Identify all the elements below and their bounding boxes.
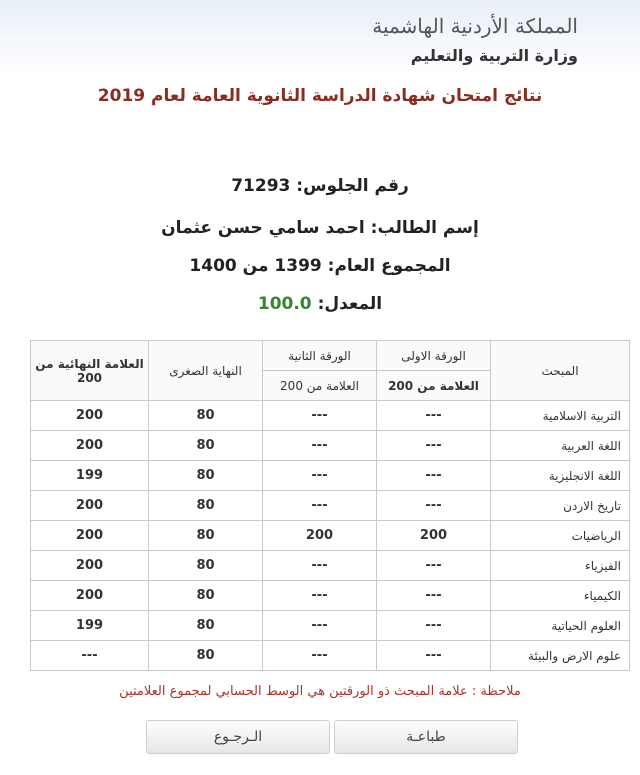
ministry-title: وزارة التربية والتعليم (410, 46, 578, 65)
subject-cell: اللغة العربية (491, 431, 630, 461)
subject-cell: العلوم الحياتية (491, 611, 630, 641)
final-cell: 200 (31, 401, 149, 431)
min-cell: 80 (149, 491, 263, 521)
print-button[interactable]: طباعـة (334, 720, 518, 754)
header-min: النهاية الصغرى (149, 341, 263, 401)
table-row (31, 401, 630, 431)
table-row (31, 521, 630, 551)
paper2-cell: --- (263, 431, 377, 461)
final-cell: 200 (31, 521, 149, 551)
header-paper1-mark: العلامة من 200 (377, 371, 491, 401)
min-cell: 80 (149, 551, 263, 581)
final-cell: --- (31, 641, 149, 671)
table-row (31, 431, 630, 461)
total-value: 1399 من 1400 (189, 256, 322, 276)
paper2-cell: --- (263, 611, 377, 641)
final-cell: 199 (31, 461, 149, 491)
min-cell: 80 (149, 581, 263, 611)
paper1-cell: --- (377, 491, 491, 521)
paper1-cell: --- (377, 611, 491, 641)
paper1-cell: --- (377, 551, 491, 581)
subject-cell: التربية الاسلامية (491, 401, 630, 431)
min-cell: 80 (149, 461, 263, 491)
paper2-cell: --- (263, 551, 377, 581)
table-row (31, 551, 630, 581)
kingdom-title: المملكة الأردنية الهاشمية (372, 14, 578, 38)
total-line (0, 256, 640, 276)
final-cell: 200 (31, 551, 149, 581)
min-cell: 80 (149, 431, 263, 461)
gpa-line (0, 294, 640, 314)
header-paper2: الورقة الثانية (263, 341, 377, 371)
table-row (31, 641, 630, 671)
gpa-label: المعدل: (317, 294, 383, 314)
table-row (31, 581, 630, 611)
grades-table (30, 340, 630, 671)
paper1-cell: 200 (377, 521, 491, 551)
paper1-cell: --- (377, 581, 491, 611)
min-cell: 80 (149, 641, 263, 671)
table-row (31, 491, 630, 521)
min-cell: 80 (149, 521, 263, 551)
paper2-cell: --- (263, 461, 377, 491)
paper1-cell: --- (377, 431, 491, 461)
paper2-cell: --- (263, 401, 377, 431)
page-title: نتائج امتحان شهادة الدراسة الثانوية العامة لعام 2019 (97, 86, 543, 106)
final-cell: 200 (31, 491, 149, 521)
final-cell: 200 (31, 581, 149, 611)
paper2-cell: --- (263, 581, 377, 611)
header-paper2-mark: العلامة من 200 (263, 371, 377, 401)
header-paper1: الورقة الاولى (377, 341, 491, 371)
subject-cell: الرياضيات (491, 521, 630, 551)
seat-number-line (0, 176, 640, 196)
header-subject: المبحث (491, 341, 630, 401)
final-cell: 200 (31, 431, 149, 461)
paper2-cell: --- (263, 641, 377, 671)
header-final: العلامة النهائية من 200 (31, 341, 149, 401)
subject-cell: الفيزياء (491, 551, 630, 581)
paper2-cell: --- (263, 491, 377, 521)
back-button[interactable]: الـرجـوع (146, 720, 330, 754)
student-name-value: احمد سامي حسن عثمان (161, 218, 365, 238)
gpa-value: 100.0 (257, 294, 312, 314)
subject-cell: الكيمياء (491, 581, 630, 611)
header-band (0, 0, 640, 78)
paper2-cell: 200 (263, 521, 377, 551)
final-cell: 199 (31, 611, 149, 641)
subject-cell: علوم الارض والبيئة (491, 641, 630, 671)
min-cell: 80 (149, 611, 263, 641)
seat-number-label: رقم الجلوس: (296, 176, 409, 196)
student-name-label: إسم الطالب: (370, 218, 479, 238)
seat-number-value: 71293 (231, 176, 291, 196)
min-cell: 80 (149, 401, 263, 431)
student-name-line (0, 218, 640, 238)
note-text: ملاحظة : علامة المبحث ذو الورقتين هي الوسط الحسابي لمجموع العلامتين (119, 684, 521, 699)
table-row (31, 611, 630, 641)
table-row (31, 461, 630, 491)
paper1-cell: --- (377, 401, 491, 431)
paper1-cell: --- (377, 461, 491, 491)
paper1-cell: --- (377, 641, 491, 671)
total-label: المجموع العام: (327, 256, 451, 276)
subject-cell: اللغة الانجليزية (491, 461, 630, 491)
subject-cell: تاريخ الاردن (491, 491, 630, 521)
